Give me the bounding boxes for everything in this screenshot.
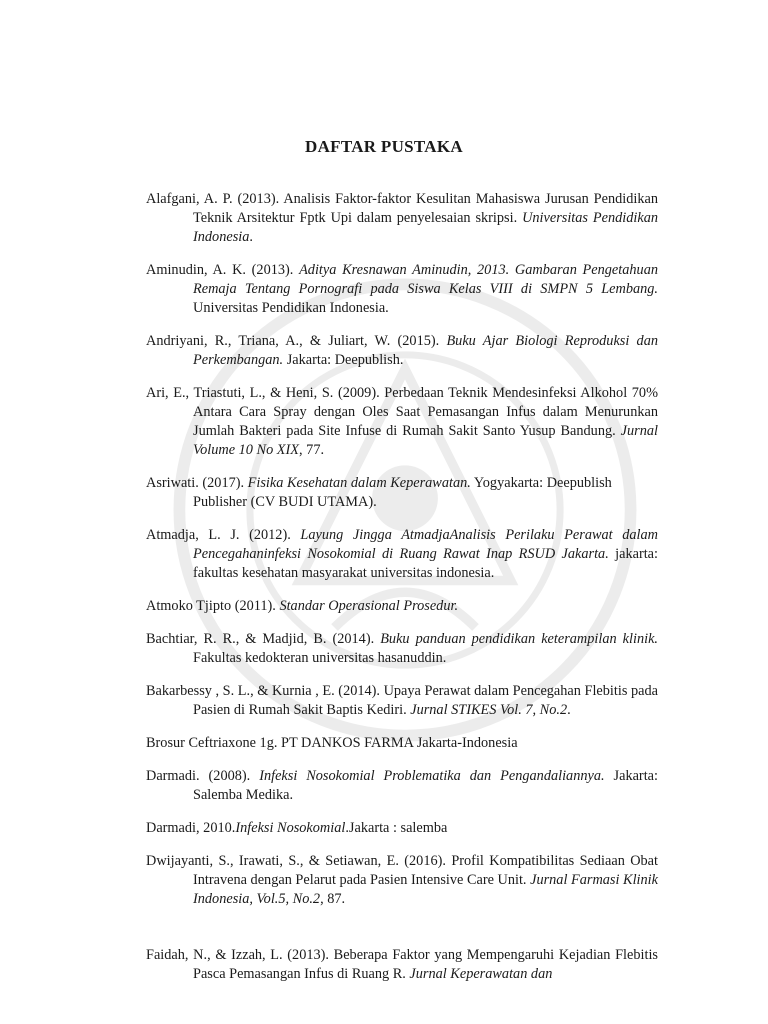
reference-entry (146, 767, 658, 805)
reference-entry (146, 946, 658, 984)
reference-text: .Jakarta : salemba (345, 820, 448, 836)
reference-text: Atmoko Tjipto (2011). (146, 598, 280, 614)
reference-entry (146, 819, 658, 838)
reference-italic-text: Buku panduan pendidikan keterampilan klinik. (380, 631, 658, 647)
reference-entry (146, 474, 658, 512)
reference-text: , 87. (320, 891, 346, 907)
reference-italic-text: Jurnal Farmasi Klinik Indonesia, Vol.5, No.2 (193, 872, 658, 907)
reference-italic-text: Aditya Kresnawan Aminudin, 2013. Gambaran Pengetahuan Remaja Tentang Pornografi pada Siswa Kelas VIII di SMPN 5 Lembang. (193, 262, 658, 297)
reference-entry (146, 332, 658, 370)
reference-italic-text: Fisika Kesehatan dalam Keperawatan. (247, 475, 471, 491)
reference-text: Asriwati. (2017). (146, 475, 248, 491)
reference-text: . (249, 229, 253, 245)
reference-entry (146, 261, 658, 318)
reference-entry (146, 526, 658, 583)
reference-text: Andriyani, R., Triana, A., & Juliart, W. (2015). (146, 333, 447, 349)
reference-list (146, 190, 658, 998)
reference-italic-text: Jurnal Keperawatan dan (409, 966, 553, 982)
reference-text: Bachtiar, R. R., & Madjid, B. (2014). (146, 631, 381, 647)
reference-text: Jakarta: Deepublish. (283, 352, 404, 368)
reference-italic-text: Jurnal Volume 10 No XIX (193, 423, 658, 458)
reference-text: Yogyakarta: Deepublish Publisher (CV BUDI UTAMA). (193, 475, 612, 510)
reference-entry (146, 384, 658, 460)
reference-text: , 77. (299, 442, 325, 458)
reference-italic-text: Universitas Pendidikan Indonesia (193, 210, 658, 245)
reference-text: Faidah, N., & Izzah, L. (2013). Beberapa Faktor yang Mempengaruhi Kejadian Flebitis Pasca Pemasangan Infus di Ruang R. (146, 947, 658, 982)
reference-italic-text: Jurnal STIKES Vol. 7, No.2 (410, 702, 568, 718)
reference-italic-text: Standar Operasional Prosedur. (279, 598, 459, 614)
reference-italic-text: Buku Ajar Biologi Reproduksi dan Perkembangan. (193, 333, 658, 368)
reference-text: Bakarbessy , S. L., & Kurnia , E. (2014). Upaya Perawat dalam Pencegahan Flebitis pada Pasien di Rumah Sakit Baptis Kediri. (146, 683, 658, 718)
reference-text: Darmadi, 2010. (146, 820, 236, 836)
reference-text: Dwijayanti, S., Irawati, S., & Setiawan, E. (2016). Profil Kompatibilitas Sediaan Obat Intravena dengan Pelarut pada Pasien Intensive Care Unit. (146, 853, 658, 888)
reference-text: Atmadja, L. J. (2012). (146, 527, 301, 543)
reference-text: . (567, 702, 571, 718)
reference-text: Universitas Pendidikan Indonesia. (193, 300, 389, 316)
reference-entry (146, 682, 658, 720)
reference-italic-text: Layung Jingga AtmadjaAnalisis Perilaku Perawat dalam Pencegahaninfeksi Nosokomial di Ruang Rawat Inap RSUD Jakarta. (193, 527, 658, 562)
reference-entry (146, 852, 658, 909)
page-title: DAFTAR PUSTAKA (305, 137, 463, 156)
reference-entry (146, 597, 658, 616)
reference-text: Alafgani, A. P. (2013). Analisis Faktor-faktor Kesulitan Mahasiswa Jurusan Pendidikan Teknik Arsitektur Fptk Upi dalam penyelesaian skripsi. (146, 191, 658, 226)
reference-text: Brosur Ceftriaxone 1g. PT DANKOS FARMA Jakarta-Indonesia (146, 735, 518, 751)
reference-italic-text: Infeksi Nosokomial (235, 820, 346, 836)
reference-entry (146, 630, 658, 668)
reference-italic-text: Infeksi Nosokomial Problematika dan Pengandaliannya. (259, 768, 605, 784)
reference-text: Fakultas kedokteran universitas hasanuddin. (193, 650, 447, 666)
reference-text: Darmadi. (2008). (146, 768, 260, 784)
reference-text: Ari, E., Triastuti, L., & Heni, S. (2009). Perbedaan Teknik Mendesinfeksi Alkohol 70% Antara Cara Spray dengan Oles Saat Pemasangan Infus dalam Menurunkan Jumlah Bakteri pada Site Infuse di Rumah Sakit Santo Yusup Bandung. (146, 385, 658, 439)
reference-text: Aminudin, A. K. (2013). (146, 262, 300, 278)
reference-text: Jakarta: Salemba Medika. (193, 768, 658, 803)
reference-entry (146, 734, 658, 753)
reference-text: jakarta: fakultas kesehatan masyarakat universitas indonesia. (193, 546, 659, 581)
reference-entry (146, 190, 658, 247)
